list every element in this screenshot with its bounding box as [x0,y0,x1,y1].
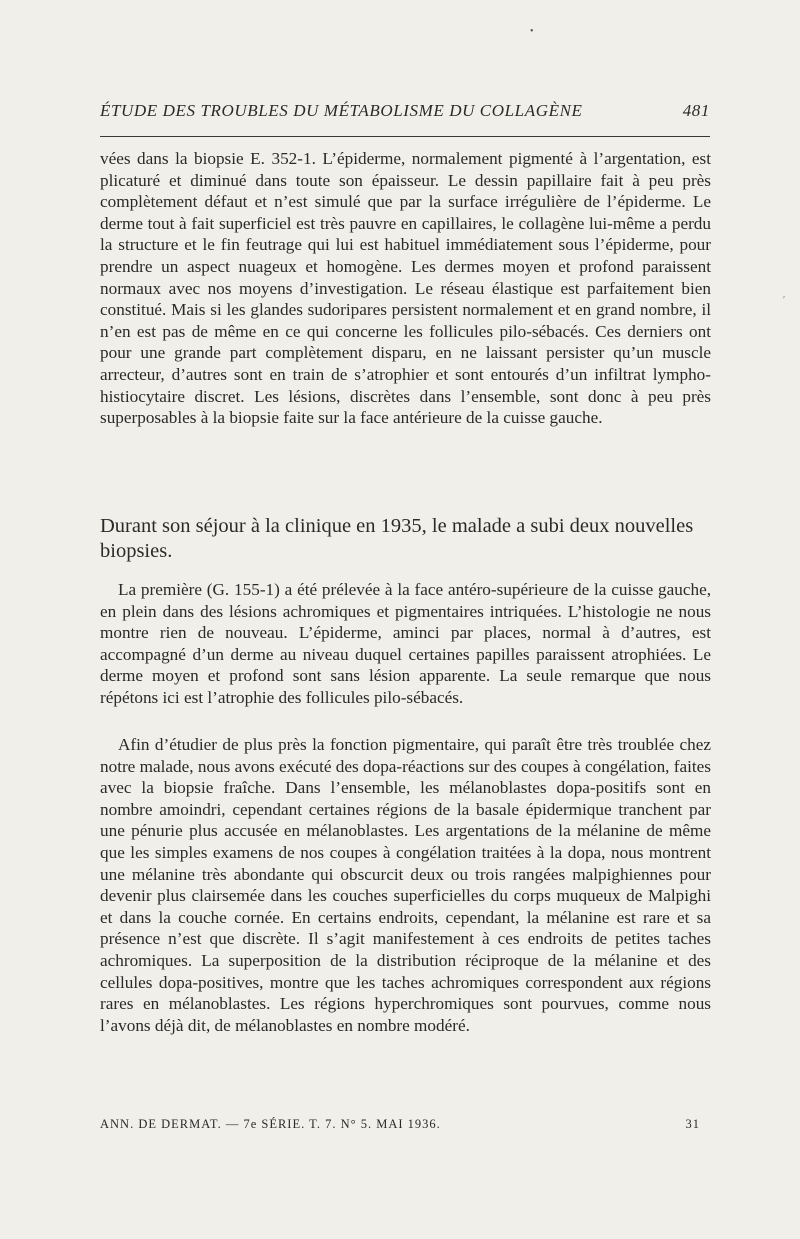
running-header [100,101,710,121]
journal-citation: ANN. DE DERMAT. — 7e SÉRIE. T. 7. N° 5. MAI 1936. [100,1117,441,1131]
header-rule [100,136,710,137]
paragraph-1: vées dans la biopsie E. 352-1. L’épiderme, normalement pigmenté à l’argentation, est plicaturé et diminué dans toute son épaisseur. Le dessin papillaire fait à peu près complètement défaut et n’est simulé que par la surface irrégulière de l’épiderme. Le derme tout à fait superficiel est très pauvre en capillaires, le collagène lui-même a perdu la structure et le fin feutrage qui lui est habituel immédiatement sous l’épiderme, pour prendre un aspect nuageux et homogène. Les dermes moyen et profond paraissent normaux avec nos moyens d’investigation. Le réseau élastique est parfaitement bien constitué. Mais si les glandes sudoripares persistent normalement et en grand nombre, il n’en est pas de même en ce qui concerne les follicules pilo-sébacés. Ces derniers ont pour une grande part complètement disparu, en ne laissant persister qu’un muscle arrecteur, d’autres sont en train de s’atrophier et sont entourés d’un infiltrat lympho-histiocytaire discret. Les lésions, discrètes dans l’ensemble, sont donc à peu près superposables à la biopsie faite sur la face antérieure de la cuisse gauche. [100,149,711,428]
paragraph-3: La première (G. 155-1) a été prélevée à la face antéro-supérieure de la cuisse gauche, en plein dans des lésions achromiques et pigmentaires intriquées. L’histologie ne nous montre rien de nouveau. L’épiderme, aminci par places, normal à d’autres, est accompagné d’un derme au niveau duquel certaines papilles paraissent atrophiées. Le derme moyen et profond sont sans lésion apparente. La seule remarque que nous répétons ici est l’atrophie des follicules pilo-sébacés. [100,580,711,707]
page-number: 481 [682,101,710,120]
margin-speck: • [530,26,534,37]
paragraph-4: Afin d’étudier de plus près la fonction pigmentaire, qui paraît être très troublée chez notre malade, nous avons exécuté des dopa-réactions sur des coupes à congélation, faites avec la biopsie fraîche. Dans l’ensemble, les mélanoblastes dopa-positifs sont en nombre amoindri, cependant certaines régions de la basale épidermique tranchent par une pénurie plus accusée en mélanoblastes. Les argentations de la mélanine de même que les simples examens de nos coupes à congélation traitées à la dopa, nous montrent une mélanine très abondante qui obscurcit deux ou trois rangées malpighiennes pour devenir plus clairsemée dans les couches superficielles du corps muqueux de Malpighi et dans la couche cornée. En certains endroits, cependant, la mélanine est rare et sa présence n’est que discrète. Il s’agit manifestement à ces endroits de petites taches achromiques. La superposition de la distribution réciproque de la mélanine et des cellules dopa-positives, montre que les taches achromiques correspondent aux régions rares en mélanoblastes. Les régions hyperchromiques sont pourvues, comme nous l’avons déjà dit, de mélanoblastes en nombre modéré. [100,735,711,1035]
paragraph-2-lead: Durant son séjour à la clinique en 1935, le malade a subi deux nouvelles biopsies. [100,515,694,562]
sheet-number: 31 [685,1117,700,1131]
margin-mark: ʹ [783,295,786,306]
footer [100,1117,700,1132]
running-title: ÉTUDE DES TROUBLES DU MÉTABOLISME DU COLLAGÈNE [100,101,583,120]
